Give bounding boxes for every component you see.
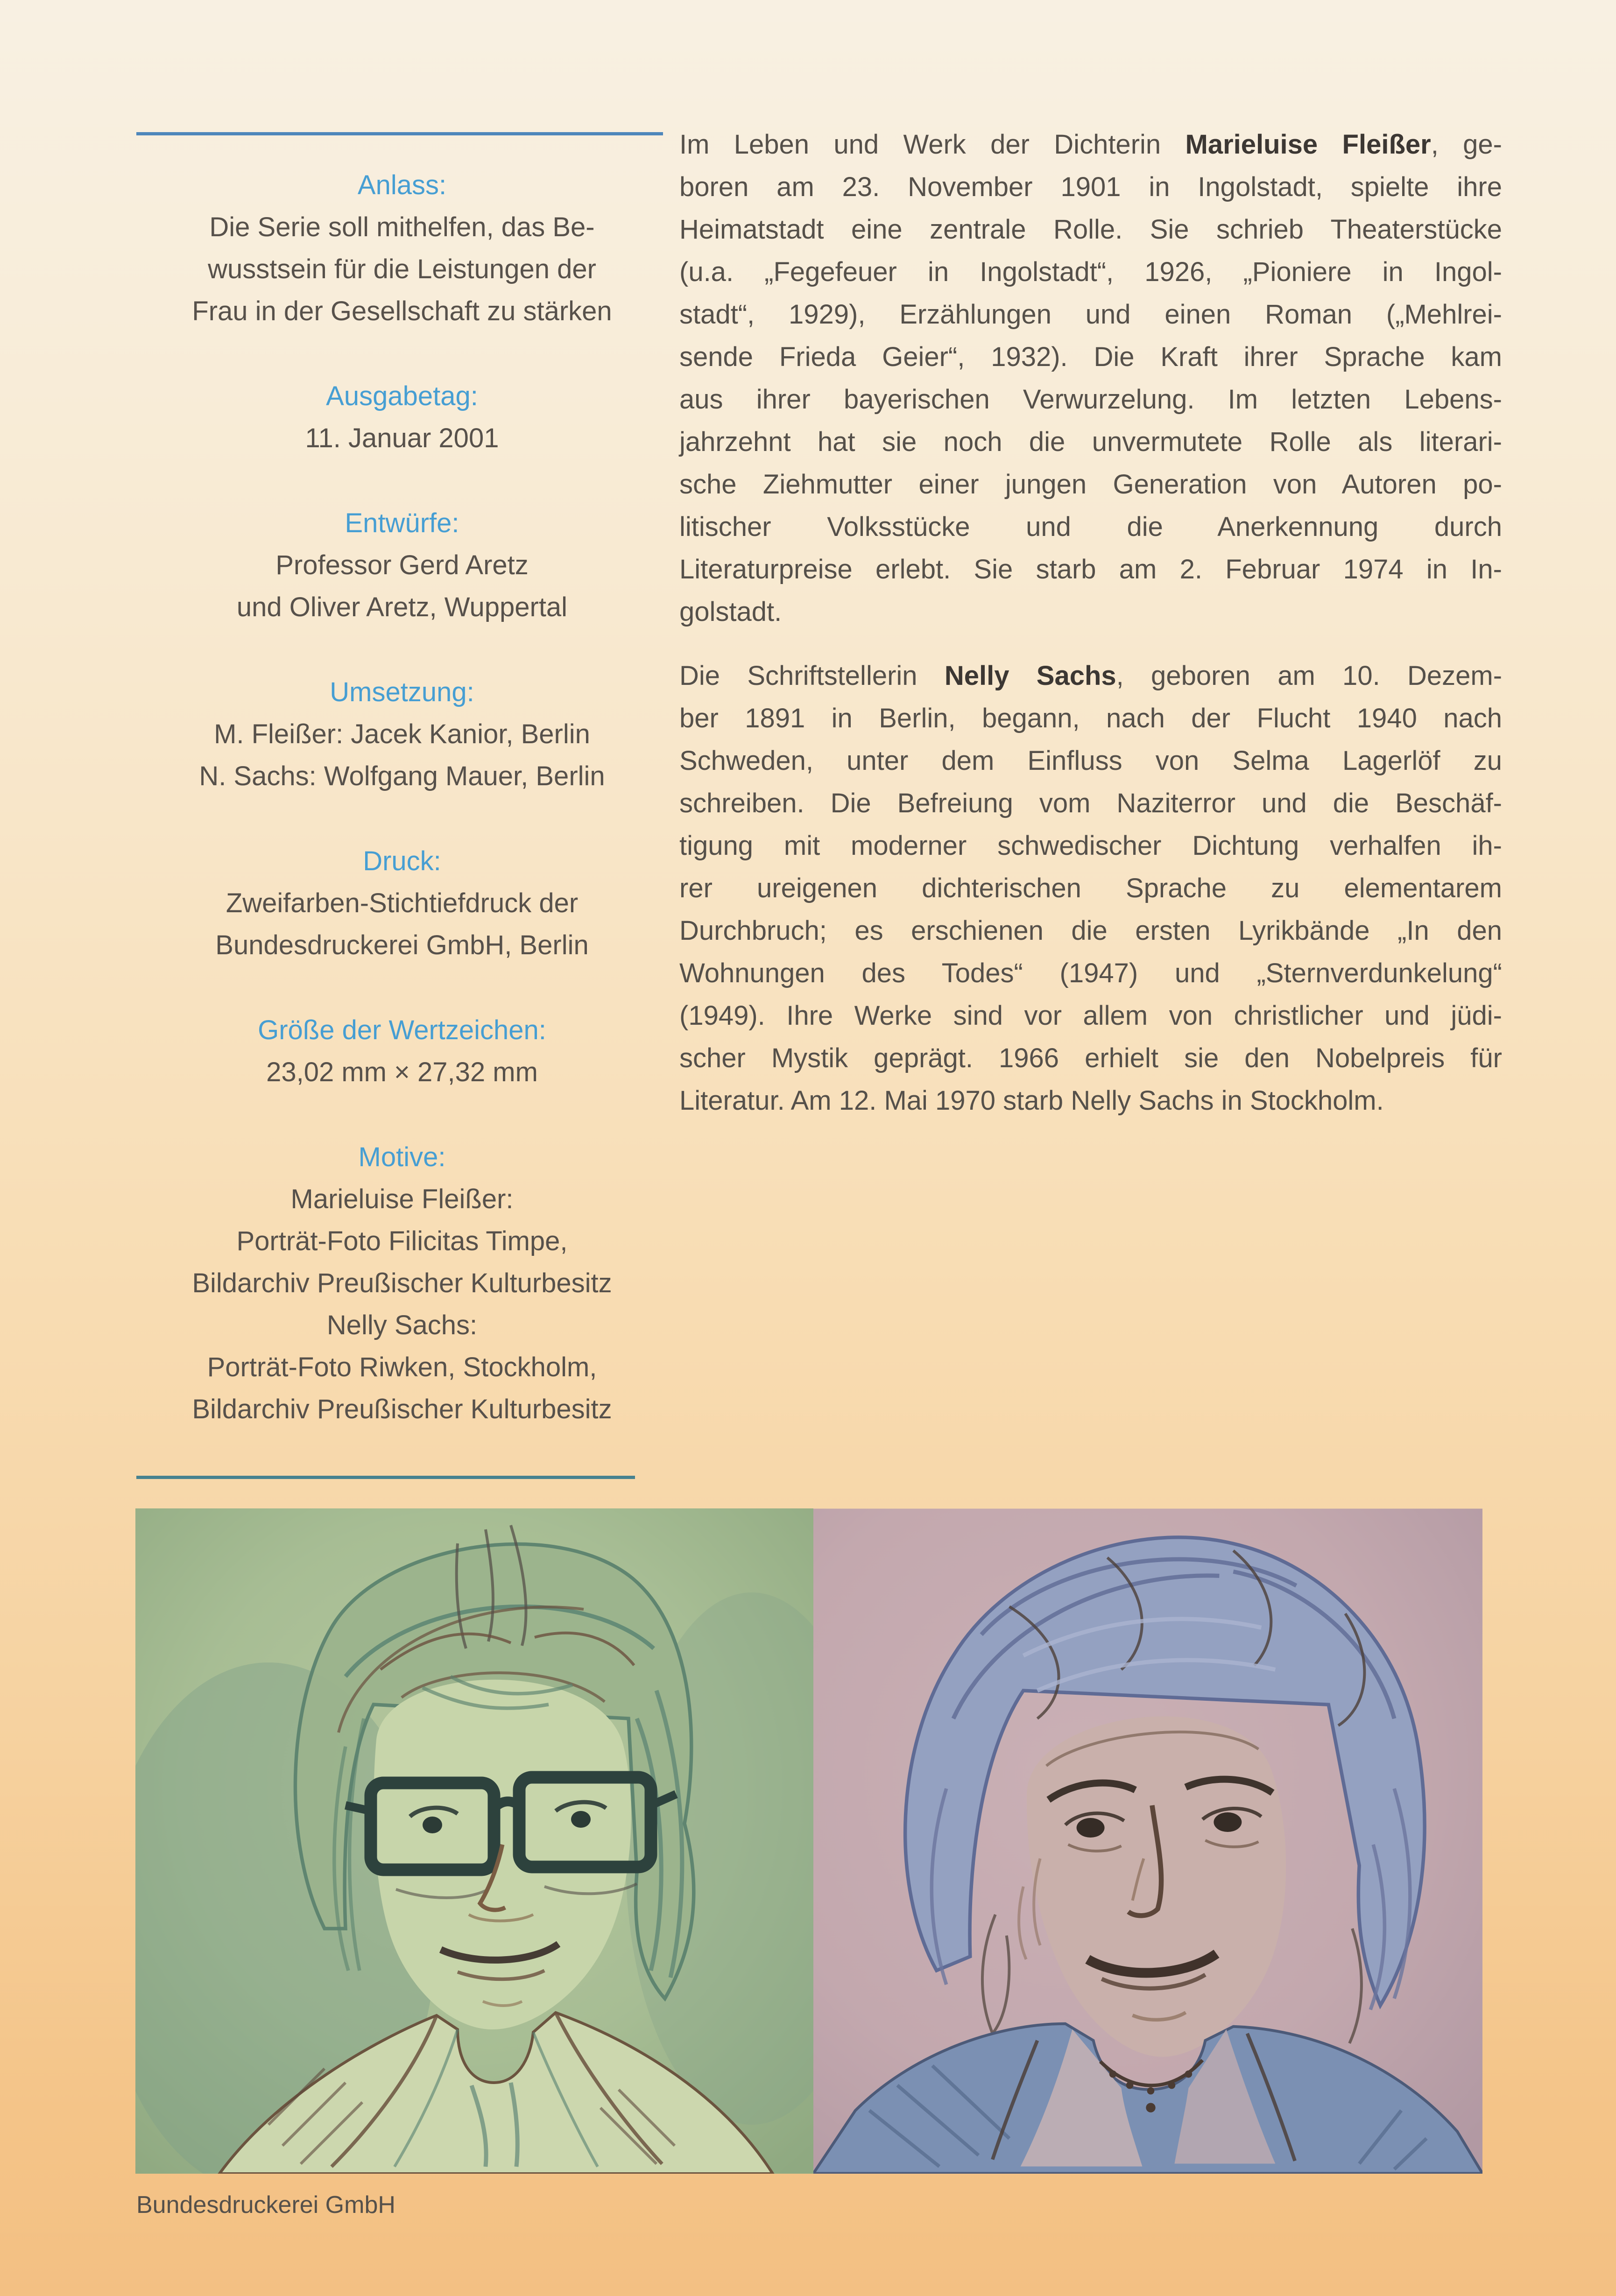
text-line: (u.a. „Fegefeuer in Ingolstadt“, 1926, „Pioniere in Ingol- [679,257,1502,287]
section-heading: Umsetzung: [330,677,474,707]
section-line: Bundesdruckerei GmbH, Berlin [215,930,589,960]
section-line: Bildarchiv Preußischer Kulturbesitz [192,1268,612,1298]
top-divider-rule [136,132,663,135]
section-line: und Oliver Aretz, Wuppertal [236,592,568,622]
text-line: rer ureigenen dichterischen Sprache zu elementarem [679,873,1502,903]
section-line: Porträt-Foto Riwken, Stockholm, [207,1352,597,1382]
text-segment: Die Schriftstellerin [679,661,945,691]
section-line: 11. Januar 2001 [305,423,499,453]
section-entwuerfe [135,502,669,628]
text-line: Durchbruch; es erschienen die ersten Lyrikbände „In den [679,916,1502,946]
text-segment: Im Leben und Werk der Dichterin [679,129,1186,160]
section-heading: Entwürfe: [345,508,459,538]
text-line [679,123,1502,166]
printer-caption: Bundesdruckerei GmbH [136,2191,395,2219]
section-line: Bildarchiv Preußischer Kulturbesitz [192,1394,612,1424]
bold-name: Marieluise Fleißer [1185,129,1431,160]
text-line: ber 1891 in Berlin, begann, nach der Flucht 1940 nach [679,703,1502,733]
text-line: (1949). Ihre Werke sind vor allem von christlicher und jüdi- [679,1000,1502,1031]
text-line: litischer Volksstücke und die Anerkennung durch [679,512,1502,542]
section-line: Zweifarben-Stichtiefdruck der [226,888,579,918]
text-line: schreiben. Die Befreiung vom Naziterror und die Beschäf- [679,788,1502,818]
section-line: Porträt-Foto Filicitas Timpe, [236,1226,568,1256]
text-line: boren am 23. November 1901 in Ingolstadt, spielte ihre [679,172,1502,202]
section-heading: Motive: [358,1142,446,1172]
text-line: jahrzehnt hat sie noch die unvermutete Rolle als literari- [679,427,1502,457]
section-ausgabetag [135,375,669,459]
section-line: 23,02 mm × 27,32 mm [266,1057,538,1087]
text-line: sche Ziehmutter einer jungen Generation von Autoren po- [679,469,1502,500]
stamp-info-column [135,164,669,1430]
section-motive [135,1136,669,1430]
section-druck [135,840,669,966]
section-line: Marieluise Fleißer: [290,1184,514,1214]
section-line: Nelly Sachs: [326,1310,478,1340]
text-line: Literatur. Am 12. Mai 1970 starb Nelly Sachs in Stockholm. [679,1085,1384,1116]
text-line: aus ihrer bayerischen Verwurzelung. Im letzten Lebens- [679,384,1502,415]
text-line: Heimatstadt eine zentrale Rolle. Sie schrieb Theaterstücke [679,214,1502,245]
text-line [679,655,1502,697]
section-heading: Anlass: [357,170,447,200]
section-umsetzung [135,671,669,797]
bold-name: Nelly Sachs [944,661,1116,691]
section-heading: Größe der Wertzeichen: [258,1015,546,1045]
section-groesse [135,1009,669,1093]
portrait-nelly-sachs-illustration [813,1508,1482,2174]
text-segment: , ge- [1431,129,1502,160]
section-line: Professor Gerd Aretz [275,550,529,580]
text-line: stadt“, 1929), Erzählungen und einen Roman („Mehlrei- [679,299,1502,330]
section-line: M. Fleißer: Jacek Kanior, Berlin [214,719,590,749]
biography-column [679,123,1502,1122]
section-heading: Druck: [363,846,441,876]
text-line: scher Mystik geprägt. 1966 erhielt sie den Nobelpreis für [679,1043,1502,1073]
text-line: sende Frieda Geier“, 1932). Die Kraft ihrer Sprache kam [679,342,1502,372]
text-line: Wohnungen des Todes“ (1947) und „Sternverdunkelung“ [679,958,1502,988]
portrait-illustrations [135,1508,1483,2174]
text-line: Literaturpreise erlebt. Sie starb am 2. Februar 1974 in In- [679,554,1502,585]
section-anlass [135,164,669,332]
paragraph-nelly-sachs [679,655,1502,1122]
portrait-marieluise-fleisser-illustration [135,1508,813,2174]
section-line: wusstsein für die Leistungen der [208,254,596,284]
text-segment: , geboren am 10. Dezem- [1116,661,1503,691]
section-line: Die Serie soll mithelfen, das Be- [209,212,595,242]
section-heading: Ausgabetag: [326,381,478,411]
section-line: Frau in der Gesellschaft zu stärken [192,296,612,326]
paragraph-marieluise-fleisser [679,123,1502,633]
text-line: golstadt. [679,597,782,627]
photos-divider-rule [136,1476,635,1479]
text-line: Schweden, unter dem Einfluss von Selma Lagerlöf zu [679,746,1502,776]
text-line: tigung mit moderner schwedischer Dichtung verhalfen ih- [679,831,1502,861]
section-line: N. Sachs: Wolfgang Mauer, Berlin [199,761,605,791]
